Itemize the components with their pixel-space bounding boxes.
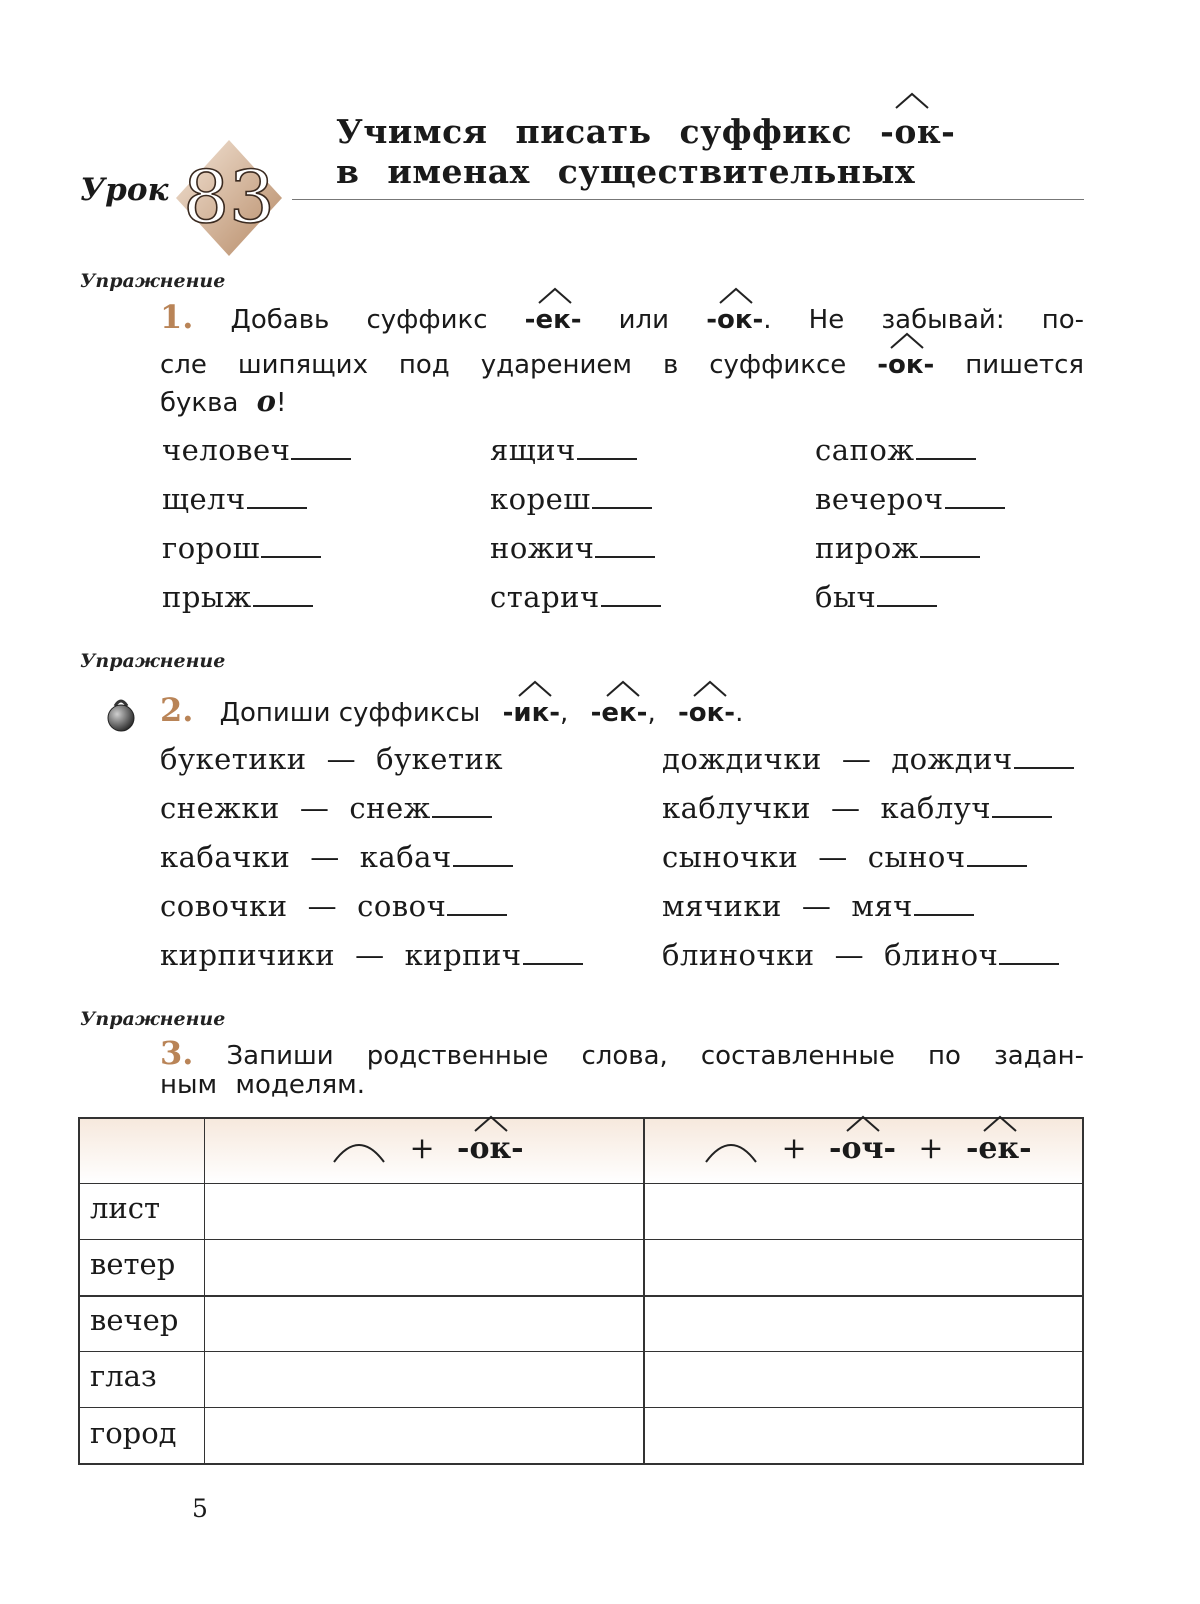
table-row-word: глаз xyxy=(90,1359,157,1393)
suffix-ek: -ек- xyxy=(591,698,648,728)
stress-cap-icon xyxy=(845,1115,881,1133)
suffix-ok: -ок- xyxy=(706,305,763,335)
ex1-word: сапож xyxy=(815,433,976,467)
suffix-ek: -ек- xyxy=(966,1131,1032,1166)
answer-blank[interactable] xyxy=(577,457,637,460)
stress-cap-icon xyxy=(718,287,754,305)
stress-cap-icon xyxy=(889,332,925,350)
ex1-word: горош xyxy=(162,531,321,565)
ex2-pair: сыночки — сыноч xyxy=(662,840,1027,874)
table-column-divider xyxy=(643,1117,645,1465)
exercise-number-2: 2. xyxy=(160,691,194,729)
ex1-word: быч xyxy=(815,580,937,614)
stress-cap-icon xyxy=(537,287,573,305)
table-border xyxy=(78,1117,1084,1119)
answer-blank[interactable] xyxy=(447,913,507,916)
answer-blank[interactable] xyxy=(1014,766,1074,769)
stress-cap-icon xyxy=(894,92,930,110)
table-row-divider xyxy=(78,1239,1084,1240)
ex2-pair: каблучки — каблуч xyxy=(662,791,1052,825)
table-row-divider xyxy=(78,1407,1084,1408)
exercise-number-1: 1. xyxy=(160,298,194,336)
ex1-word: пирож xyxy=(815,531,980,565)
suffix-ek: -ек- xyxy=(525,305,582,335)
table-row-divider xyxy=(78,1351,1084,1352)
answer-blank[interactable] xyxy=(967,864,1027,867)
ex3-instruction-line1: 3. Запиши родственные слова, составленные по задан- xyxy=(160,1034,1085,1072)
table-row-word: город xyxy=(90,1416,177,1450)
table-border xyxy=(78,1463,1084,1465)
ex1-word: кореш xyxy=(490,482,652,516)
table-column-divider xyxy=(204,1117,205,1465)
ex1-word: щелч xyxy=(162,482,307,516)
stress-cap-icon xyxy=(473,1115,509,1133)
answer-blank[interactable] xyxy=(916,457,976,460)
ex1-word: старич xyxy=(490,580,661,614)
answer-blank[interactable] xyxy=(914,913,974,916)
suffix-ok-2: -ок- xyxy=(877,350,934,380)
answer-blank[interactable] xyxy=(291,457,351,460)
table-row-word: вечер xyxy=(90,1303,179,1337)
ex1-word: ножич xyxy=(490,531,655,565)
title-text: Учимся писать суффикс xyxy=(336,112,853,151)
answer-blank[interactable] xyxy=(999,962,1059,965)
page-title-line2: в именах существительных xyxy=(336,152,916,191)
suffix-och: -оч- xyxy=(829,1131,896,1166)
exercise-number-3: 3. xyxy=(160,1034,194,1072)
answer-blank[interactable] xyxy=(432,815,492,818)
lesson-word: Урок xyxy=(80,172,169,208)
lesson-number-badge xyxy=(174,138,284,258)
table-row-divider xyxy=(78,1295,1084,1297)
answer-blank[interactable] xyxy=(595,555,655,558)
word-model-table xyxy=(78,1117,1084,1465)
letter-o: о xyxy=(256,384,276,418)
title-suffix: -ок- xyxy=(880,112,955,151)
model-header-2: + -оч- + -ек- xyxy=(703,1131,1032,1166)
ex1-word: человеч xyxy=(162,433,351,467)
answer-blank[interactable] xyxy=(920,555,980,558)
table-border xyxy=(1082,1117,1084,1465)
table-border xyxy=(78,1117,80,1465)
ex1-instruction-line1: 1. Добавь суффикс -ек- или -ок-. Не забывай: по- xyxy=(160,298,1084,336)
ex2-pair: совочки — совоч xyxy=(160,889,507,923)
stress-cap-icon xyxy=(517,680,553,698)
answer-blank[interactable] xyxy=(261,555,321,558)
answer-blank[interactable] xyxy=(253,604,313,607)
stress-cap-icon xyxy=(605,680,641,698)
ex2-instruction: 2. Допиши суффиксы -ик-, -ек-, -ок-. xyxy=(160,691,743,729)
table-row-divider xyxy=(78,1183,1084,1184)
title-divider xyxy=(292,199,1084,200)
lesson-number: 83 xyxy=(183,155,275,239)
answer-blank[interactable] xyxy=(992,815,1052,818)
answer-blank[interactable] xyxy=(592,506,652,509)
page-number: 5 xyxy=(192,1494,208,1523)
answer-blank[interactable] xyxy=(523,962,583,965)
answer-blank[interactable] xyxy=(877,604,937,607)
ex2-pair: букетики — букетик xyxy=(160,742,503,776)
suffix-ok: -ок- xyxy=(678,698,735,728)
difficulty-weight-icon xyxy=(106,696,136,732)
table-row-word: ветер xyxy=(90,1247,176,1281)
stress-cap-icon xyxy=(982,1115,1018,1133)
answer-blank[interactable] xyxy=(601,604,661,607)
exercise-label-3: Упражнение xyxy=(80,1008,226,1030)
answer-blank[interactable] xyxy=(453,864,513,867)
exercise-label-2: Упражнение xyxy=(80,650,226,672)
ex1-word: ящич xyxy=(490,433,637,467)
ex1-instruction-line2: сле шипящих под ударением в суффиксе -ок- пишется xyxy=(160,350,1084,380)
root-arc-icon xyxy=(331,1136,387,1164)
suffix-ik: -ик- xyxy=(503,698,560,728)
ex1-instruction-line3: буква о! xyxy=(160,384,287,418)
ex2-pair: кабачки — кабач xyxy=(160,840,513,874)
model-header-1: + -ок- xyxy=(331,1131,524,1166)
ex2-pair: мячики — мяч xyxy=(662,889,974,923)
ex1-word: вечероч xyxy=(815,482,1005,516)
stress-cap-icon xyxy=(692,680,728,698)
ex2-pair: снежки — снеж xyxy=(160,791,492,825)
ex1-word: прыж xyxy=(162,580,313,614)
ex3-instruction-line2: ным моделям. xyxy=(160,1070,366,1100)
ex2-pair: блиночки — блиноч xyxy=(662,938,1059,972)
ex2-pair: кирпичики — кирпич xyxy=(160,938,583,972)
answer-blank[interactable] xyxy=(247,506,307,509)
table-row-word: лист xyxy=(90,1191,161,1225)
ex2-pair: дождички — дождич xyxy=(662,742,1074,776)
suffix-ok: -ок- xyxy=(457,1131,524,1166)
answer-blank[interactable] xyxy=(945,506,1005,509)
exercise-label-1: Упражнение xyxy=(80,270,226,292)
root-arc-icon xyxy=(703,1136,759,1164)
page-title-line1 xyxy=(336,112,955,151)
